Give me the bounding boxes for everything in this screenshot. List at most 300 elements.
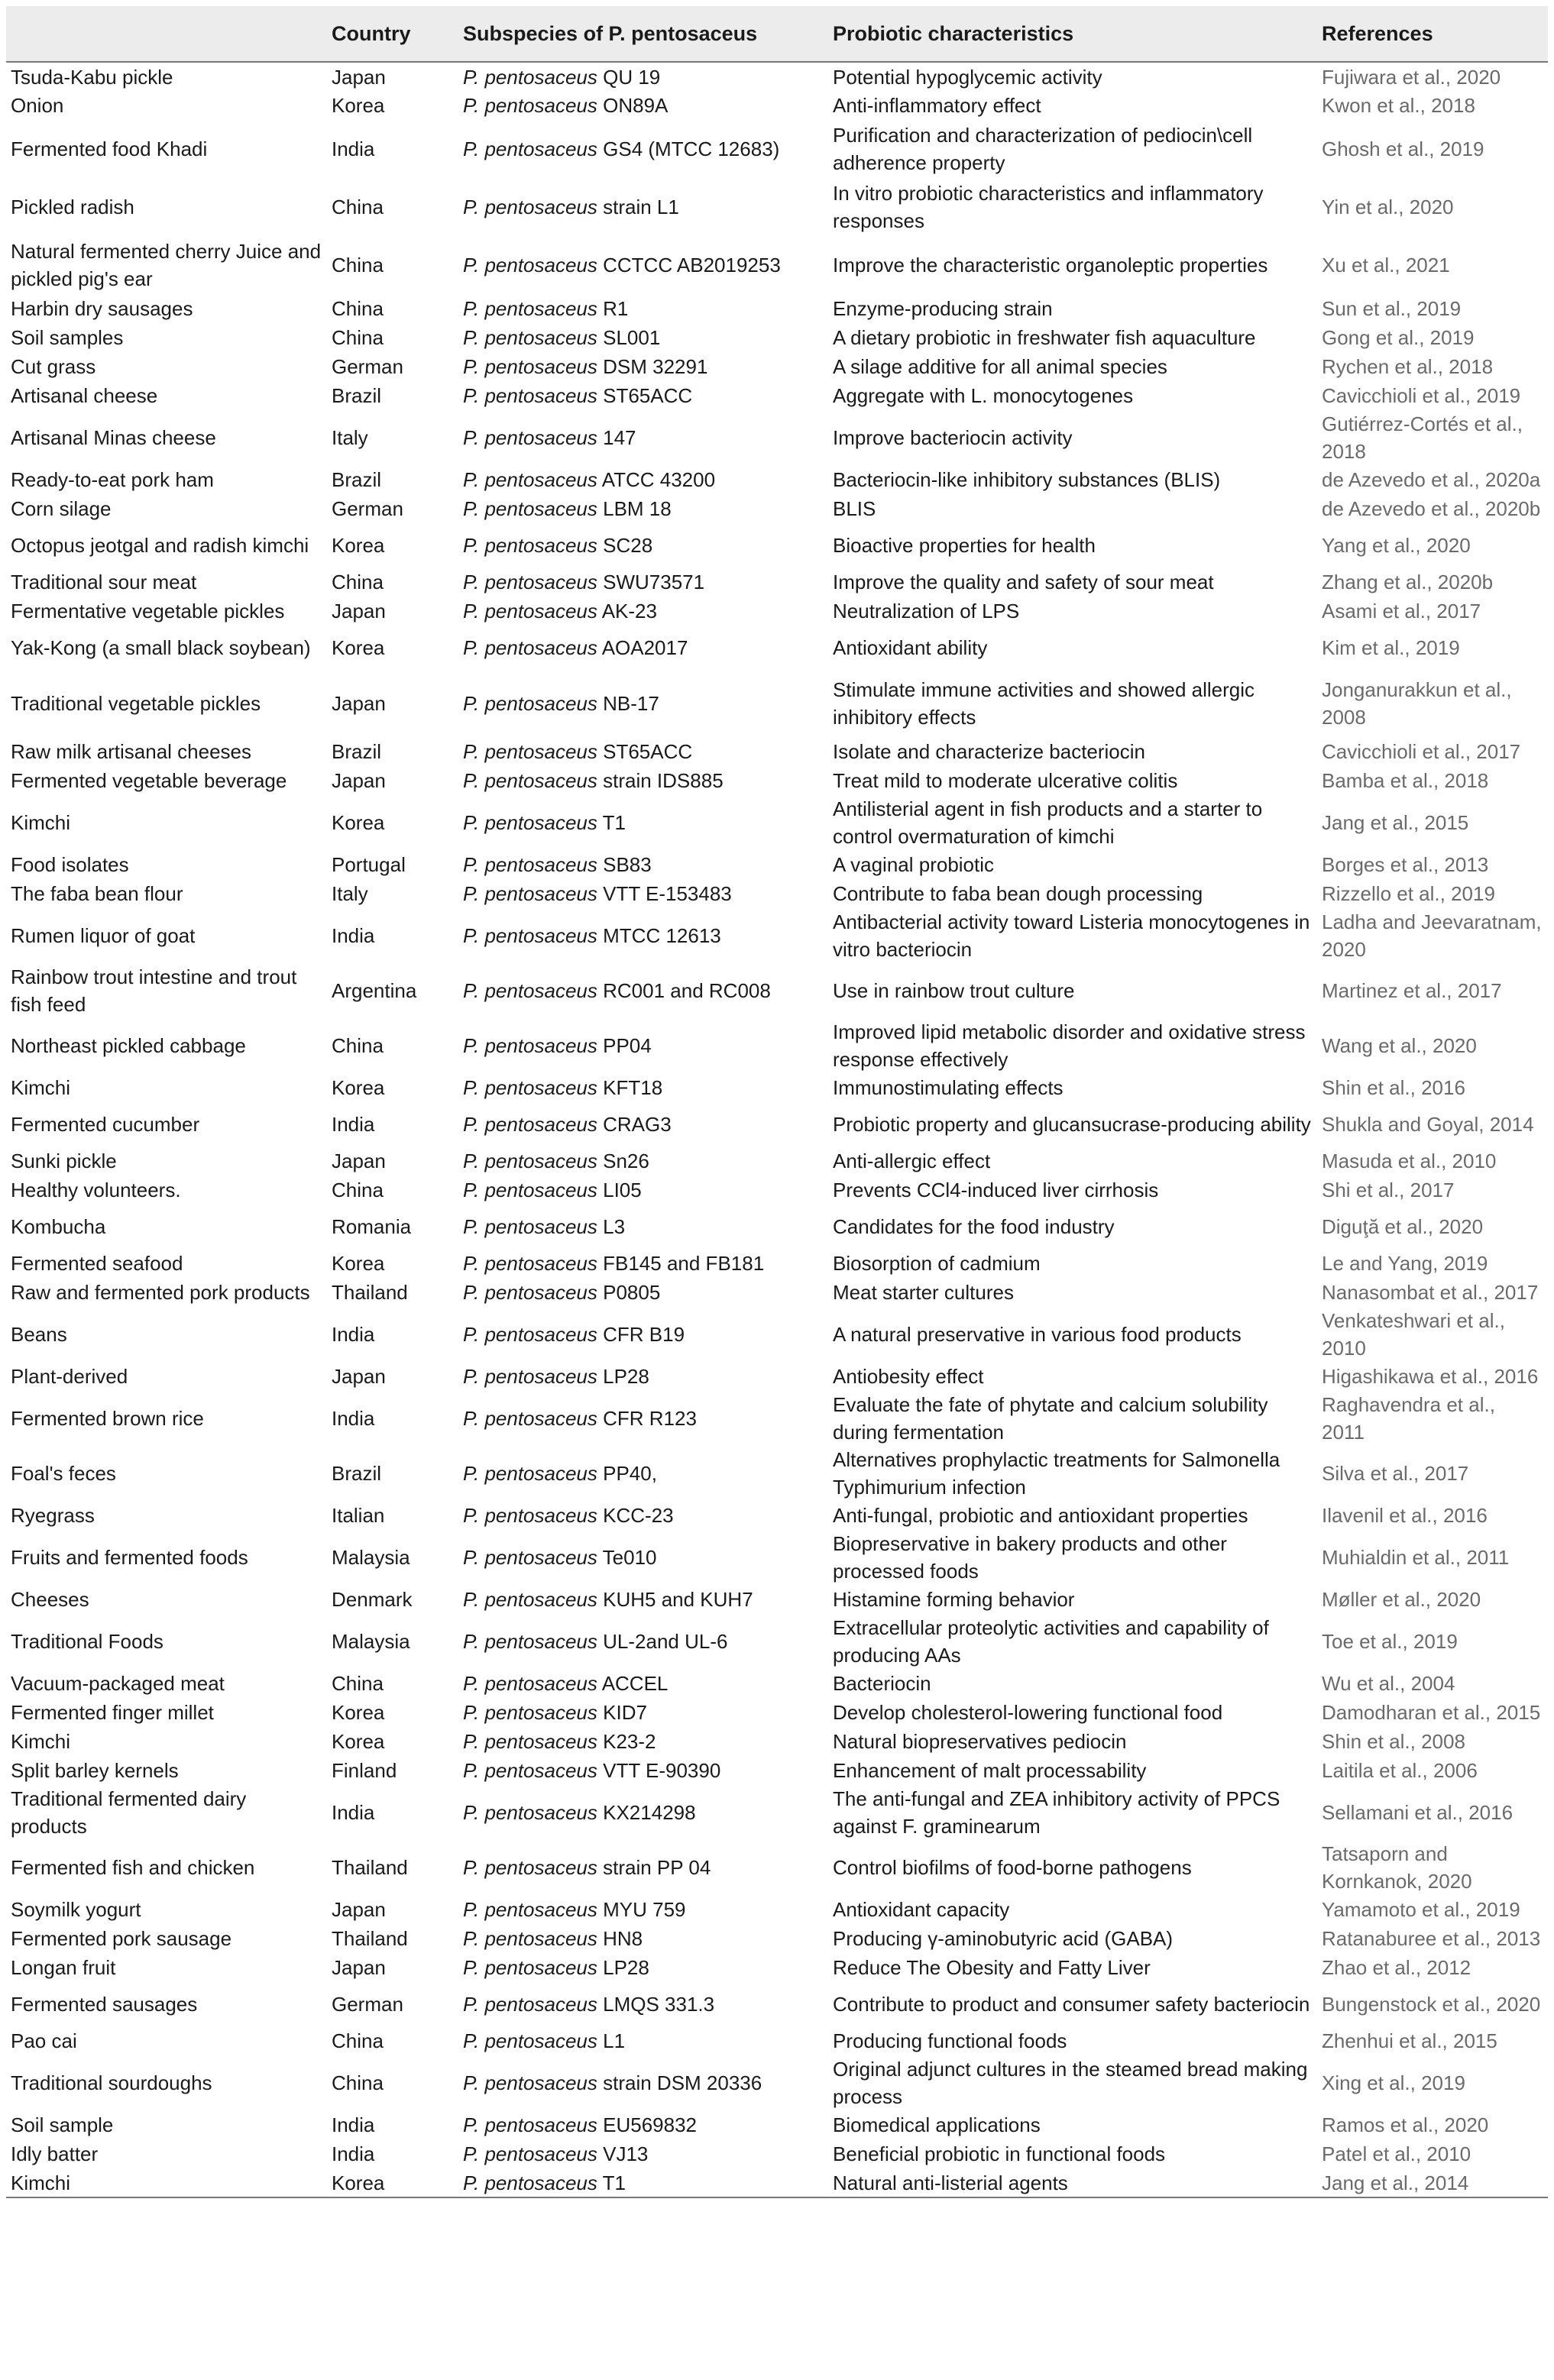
- cell-country: India: [332, 137, 375, 160]
- strain-id: LMQS 331.3: [603, 1993, 715, 2016]
- table-row: [6, 1446, 1548, 1501]
- strain-id: ST65ACC: [603, 740, 693, 763]
- table-row: [6, 1669, 1548, 1698]
- cell-characteristics: Evaluate the fate of phytate and calcium solubility during fermentation: [833, 1393, 1268, 1444]
- cell-source: Harbin dry sausages: [11, 297, 193, 320]
- cell-strain: [458, 626, 828, 670]
- table-row: [6, 1018, 1548, 1073]
- cell-source: Artisanal cheese: [11, 384, 158, 407]
- probiotic-strains-table: [6, 6, 1548, 2198]
- cell-characteristics: Stimulate immune activities and showed allergic inhibitory effects: [833, 678, 1255, 729]
- species-prefix: P. pentosaceus: [463, 196, 597, 218]
- cell-strain: [458, 1501, 828, 1530]
- cell-country: Italy: [332, 426, 368, 449]
- species-prefix: P. pentosaceus: [463, 1407, 597, 1430]
- cell-reference: Ramos et al., 2020: [1322, 2113, 1489, 2136]
- cell-characteristics: Bacteriocin-like inhibitory substances (BLIS): [833, 468, 1221, 491]
- table-row: [6, 1146, 1548, 1175]
- cell-characteristics: Bioactive properties for health: [833, 534, 1096, 557]
- cell-characteristics: Bacteriocin: [833, 1672, 931, 1695]
- cell-reference: Yin et al., 2020: [1322, 196, 1454, 218]
- cell-source: Fermented food Khadi: [11, 137, 208, 160]
- cell-country: Korea: [332, 1252, 385, 1275]
- strain-id: KUH5 and KUH7: [603, 1588, 753, 1611]
- strain-id: ON89A: [603, 94, 669, 117]
- cell-source: The faba bean flour: [11, 882, 183, 905]
- strain-id: PP40,: [603, 1462, 657, 1485]
- header-subspecies: Subspecies of P. pentosaceus: [458, 6, 828, 62]
- cell-reference: Diguţă et al., 2020: [1322, 1215, 1484, 1238]
- species-prefix: P. pentosaceus: [463, 1179, 597, 1201]
- table-row: [6, 1278, 1548, 1307]
- species-prefix: P. pentosaceus: [463, 1672, 597, 1695]
- cell-characteristics: Histamine forming behavior: [833, 1588, 1075, 1611]
- strain-id: VTT E-153483: [603, 882, 732, 905]
- cell-source: Idly batter: [11, 2142, 99, 2165]
- cell-reference: Ladha and Jeevaratnam, 2020: [1322, 910, 1542, 961]
- table-row: [6, 381, 1548, 410]
- table-row: [6, 737, 1548, 766]
- strain-id: KFT18: [603, 1076, 663, 1099]
- cell-source: Yak-Kong (a small black soybean): [11, 636, 311, 659]
- cell-reference: Shukla and Goyal, 2014: [1322, 1113, 1534, 1136]
- species-prefix: P. pentosaceus: [463, 384, 597, 407]
- cell-source: Kimchi: [11, 1730, 71, 1753]
- cell-reference: Rychen et al., 2018: [1322, 355, 1494, 378]
- cell-characteristics: Enhancement of malt processability: [833, 1759, 1147, 1782]
- cell-source: Food isolates: [11, 853, 129, 876]
- cell-characteristics: Contribute to faba bean dough processing: [833, 882, 1203, 905]
- cell-reference: Bamba et al., 2018: [1322, 769, 1489, 792]
- cell-country: Korea: [332, 534, 385, 557]
- cell-strain: [458, 568, 828, 597]
- table-row: [6, 1840, 1548, 1895]
- cell-country: German: [332, 1993, 403, 2016]
- table-row: [6, 1307, 1548, 1362]
- cell-strain: [458, 1982, 828, 2026]
- strain-id: CCTCC AB2019253: [603, 254, 781, 276]
- cell-characteristics: A natural preservative in various food products: [833, 1323, 1242, 1346]
- cell-strain: [458, 1669, 828, 1698]
- cell-country: Japan: [332, 769, 386, 792]
- strain-id: Sn26: [603, 1150, 649, 1172]
- species-prefix: P. pentosaceus: [463, 1252, 597, 1275]
- cell-source: Vacuum-packaged meat: [11, 1672, 225, 1695]
- cell-country: German: [332, 497, 403, 520]
- cell-characteristics: Treat mild to moderate ulcerative colitis: [833, 769, 1178, 792]
- cell-source: Foal's feces: [11, 1462, 116, 1485]
- cell-country: Brazil: [332, 384, 382, 407]
- cell-source: Traditional sourdoughs: [11, 2071, 212, 2094]
- cell-reference: Møller et al., 2020: [1322, 1588, 1481, 1611]
- strain-id: NB-17: [603, 692, 659, 715]
- table-row: [6, 1102, 1548, 1146]
- cell-reference: Sun et al., 2019: [1322, 297, 1462, 320]
- table-row: [6, 1391, 1548, 1446]
- cell-reference: Venkateshwari et al., 2010: [1322, 1309, 1505, 1360]
- cell-reference: Zhenhui et al., 2015: [1322, 2029, 1497, 2052]
- strain-id: CFR R123: [603, 1407, 697, 1430]
- table-row: [6, 1205, 1548, 1249]
- cell-reference: Rizzello et al., 2019: [1322, 882, 1495, 905]
- cell-strain: [458, 1018, 828, 1073]
- cell-reference: Shin et al., 2016: [1322, 1076, 1465, 1099]
- cell-source: Fermented seafood: [11, 1252, 183, 1275]
- cell-characteristics: Beneficial probiotic in functional foods: [833, 2142, 1166, 2165]
- cell-characteristics: Antibacterial activity toward Listeria monocytogenes in vitro bacteriocin: [833, 910, 1310, 961]
- cell-reference: Muhialdin et al., 2011: [1322, 1546, 1510, 1569]
- table-row: [6, 523, 1548, 568]
- strain-id: T1: [602, 811, 626, 834]
- cell-strain: [458, 879, 828, 908]
- cell-source: Onion: [11, 94, 64, 117]
- table-row: [6, 1756, 1548, 1785]
- strain-id: L3: [603, 1215, 626, 1238]
- strain-id: EU569832: [603, 2113, 698, 2136]
- cell-country: Malaysia: [332, 1546, 410, 1569]
- cell-country: India: [332, 1407, 375, 1430]
- species-prefix: P. pentosaceus: [463, 1701, 597, 1724]
- cell-country: Thailand: [332, 1927, 408, 1950]
- strain-id: ATCC 43200: [601, 468, 716, 491]
- cell-strain: [458, 1175, 828, 1205]
- species-prefix: P. pentosaceus: [463, 326, 597, 349]
- cell-reference: Xu et al., 2021: [1322, 254, 1450, 276]
- strain-id: K23-2: [603, 1730, 656, 1753]
- cell-source: Soymilk yogurt: [11, 1898, 141, 1921]
- cell-strain: [458, 670, 828, 737]
- strain-id: VJ13: [603, 2142, 649, 2165]
- cell-country: China: [332, 254, 384, 276]
- cell-country: India: [332, 1801, 375, 1824]
- strain-id: KCC-23: [603, 1504, 674, 1527]
- cell-characteristics: Antiobesity effect: [833, 1365, 984, 1388]
- table-row: [6, 2026, 1548, 2055]
- cell-reference: Wu et al., 2004: [1322, 1672, 1455, 1695]
- species-prefix: P. pentosaceus: [463, 571, 597, 593]
- cell-source: Fermented brown rice: [11, 1407, 204, 1430]
- strain-id: QU 19: [603, 65, 661, 89]
- cell-source: Beans: [11, 1323, 67, 1346]
- cell-country: Italy: [332, 882, 368, 905]
- cell-characteristics: Improve the characteristic organoleptic properties: [833, 254, 1268, 276]
- header-country: Country: [327, 6, 458, 62]
- cell-source: Rainbow trout intestine and trout fish feed: [11, 965, 297, 1016]
- table-row: [6, 1895, 1548, 1924]
- strain-id: L1: [603, 2029, 626, 2052]
- cell-reference: Higashikawa et al., 2016: [1322, 1365, 1539, 1388]
- table-row: [6, 178, 1548, 236]
- table-row: [6, 1698, 1548, 1727]
- strain-id: strain IDS885: [603, 769, 724, 792]
- cell-country: India: [332, 2142, 375, 2165]
- strain-id: MYU 759: [603, 1898, 686, 1921]
- cell-reference: Ghosh et al., 2019: [1322, 137, 1484, 160]
- cell-source: Raw milk artisanal cheeses: [11, 740, 252, 763]
- cell-country: China: [332, 2029, 384, 2052]
- cell-characteristics: The anti-fungal and ZEA inhibitory activity of PPCS against F. graminearum: [833, 1787, 1280, 1838]
- cell-country: Japan: [332, 65, 386, 89]
- cell-strain: [458, 323, 828, 352]
- strain-id: UL-2and UL-6: [603, 1630, 728, 1653]
- species-prefix: P. pentosaceus: [463, 740, 597, 763]
- cell-source: Plant-derived: [11, 1365, 128, 1388]
- cell-strain: [458, 1391, 828, 1446]
- cell-characteristics: Contribute to product and consumer safety bacteriocin: [833, 1993, 1310, 2016]
- cell-reference: Le and Yang, 2019: [1322, 1252, 1488, 1275]
- strain-id: LP28: [603, 1365, 649, 1388]
- table-row: [6, 879, 1548, 908]
- table-row: [6, 1175, 1548, 1205]
- species-prefix: P. pentosaceus: [463, 979, 597, 1002]
- cell-source: Kimchi: [11, 2171, 71, 2194]
- cell-strain: [458, 963, 828, 1018]
- cell-strain: [458, 1727, 828, 1756]
- cell-strain: [458, 1614, 828, 1669]
- cell-source: Sunki pickle: [11, 1150, 117, 1172]
- cell-country: Argentina: [332, 979, 417, 1002]
- cell-source: Raw and fermented pork products: [11, 1281, 310, 1304]
- cell-strain: [458, 178, 828, 236]
- cell-strain: [458, 1530, 828, 1585]
- strain-id: HN8: [603, 1927, 643, 1950]
- cell-characteristics: Control biofilms of food-borne pathogens: [833, 1856, 1192, 1879]
- cell-country: China: [332, 2071, 384, 2094]
- cell-country: Japan: [332, 1956, 386, 1979]
- cell-characteristics: Anti-fungal, probiotic and antioxidant properties: [833, 1504, 1248, 1527]
- cell-source: Octopus jeotgal and radish kimchi: [11, 534, 309, 557]
- cell-country: India: [332, 1323, 375, 1346]
- cell-source: Fermented vegetable beverage: [11, 769, 287, 792]
- species-prefix: P. pentosaceus: [463, 1504, 597, 1527]
- cell-source: Ready-to-eat pork ham: [11, 468, 214, 491]
- table-row: [6, 465, 1548, 494]
- cell-country: Brazil: [332, 740, 382, 763]
- table-row: [6, 1614, 1548, 1669]
- cell-reference: de Azevedo et al., 2020a: [1322, 468, 1541, 491]
- cell-source: Pao cai: [11, 2029, 77, 2052]
- cell-source: Kombucha: [11, 1215, 106, 1238]
- cell-reference: Tatsaporn and Kornkanok, 2020: [1322, 1842, 1472, 1893]
- strain-id: GS4 (MTCC 12683): [603, 137, 780, 160]
- cell-source: Soil samples: [11, 326, 124, 349]
- cell-characteristics: In vitro probiotic characteristics and inflammatory responses: [833, 182, 1264, 232]
- header-characteristics: Probiotic characteristics: [828, 6, 1317, 62]
- species-prefix: P. pentosaceus: [463, 254, 597, 276]
- cell-country: Korea: [332, 2171, 385, 2194]
- table-row: [6, 1362, 1548, 1391]
- cell-reference: Raghavendra et al., 2011: [1322, 1393, 1495, 1444]
- cell-characteristics: Purification and characterization of pediocin\cell adherence property: [833, 124, 1253, 174]
- cell-reference: Zhao et al., 2012: [1322, 1956, 1471, 1979]
- cell-source: Ryegrass: [11, 1504, 95, 1527]
- species-prefix: P. pentosaceus: [463, 65, 597, 89]
- species-prefix: P. pentosaceus: [463, 2113, 597, 2136]
- cell-country: Korea: [332, 1730, 385, 1753]
- cell-characteristics: Enzyme-producing strain: [833, 297, 1053, 320]
- table-row: [6, 795, 1548, 850]
- cell-characteristics: Use in rainbow trout culture: [833, 979, 1075, 1002]
- strain-id: AK-23: [601, 600, 657, 622]
- cell-strain: [458, 2055, 828, 2110]
- cell-reference: Shin et al., 2008: [1322, 1730, 1465, 1753]
- cell-reference: Shi et al., 2017: [1322, 1179, 1455, 1201]
- cell-reference: Silva et al., 2017: [1322, 1462, 1469, 1485]
- cell-characteristics: Isolate and characterize bacteriocin: [833, 740, 1146, 763]
- cell-reference: Masuda et al., 2010: [1322, 1150, 1497, 1172]
- cell-characteristics: Alternatives prophylactic treatments for Salmonella Typhimurium infection: [833, 1448, 1280, 1499]
- cell-source: Cut grass: [11, 355, 96, 378]
- table-row: [6, 323, 1548, 352]
- species-prefix: P. pentosaceus: [463, 1630, 597, 1653]
- strain-id: ACCEL: [601, 1672, 669, 1695]
- strain-id: strain DSM 20336: [603, 2071, 762, 2094]
- table-row: [6, 91, 1548, 120]
- cell-source: Kimchi: [11, 811, 71, 834]
- cell-reference: Yamamoto et al., 2019: [1322, 1898, 1520, 1921]
- cell-strain: [458, 1585, 828, 1614]
- species-prefix: P. pentosaceus: [463, 1150, 597, 1172]
- cell-country: China: [332, 1034, 384, 1057]
- cell-strain: [458, 91, 828, 120]
- cell-strain: [458, 1146, 828, 1175]
- cell-country: Brazil: [332, 1462, 382, 1485]
- species-prefix: P. pentosaceus: [463, 600, 597, 622]
- species-prefix: P. pentosaceus: [463, 1730, 597, 1753]
- table-row: [6, 626, 1548, 670]
- cell-country: Korea: [332, 94, 385, 117]
- table-row: [6, 2168, 1548, 2197]
- species-prefix: P. pentosaceus: [463, 692, 597, 715]
- cell-characteristics: Prevents CCl4-induced liver cirrhosis: [833, 1179, 1159, 1201]
- cell-strain: [458, 1698, 828, 1727]
- cell-reference: Fujiwara et al., 2020: [1322, 65, 1501, 89]
- species-prefix: P. pentosaceus: [463, 137, 597, 160]
- cell-country: Italian: [332, 1504, 385, 1527]
- table-row: [6, 2139, 1548, 2168]
- cell-reference: de Azevedo et al., 2020b: [1322, 497, 1541, 520]
- table-row: [6, 236, 1548, 294]
- cell-country: India: [332, 2113, 375, 2136]
- cell-strain: [458, 294, 828, 323]
- cell-strain: [458, 410, 828, 465]
- cell-reference: Jang et al., 2014: [1322, 2171, 1469, 2194]
- table-row: [6, 850, 1548, 879]
- cell-characteristics: Potential hypoglycemic activity: [833, 65, 1102, 89]
- cell-strain: [458, 352, 828, 381]
- strain-id: MTCC 12613: [603, 924, 721, 947]
- strain-id: SC28: [603, 534, 653, 557]
- species-prefix: P. pentosaceus: [463, 426, 597, 449]
- cell-reference: Sellamani et al., 2016: [1322, 1801, 1514, 1824]
- cell-reference: Patel et al., 2010: [1322, 2142, 1471, 2165]
- cell-reference: Damodharan et al., 2015: [1322, 1701, 1541, 1724]
- cell-strain: [458, 1924, 828, 1953]
- cell-country: Japan: [332, 1898, 386, 1921]
- cell-country: China: [332, 196, 384, 218]
- cell-source: Fruits and fermented foods: [11, 1546, 248, 1569]
- species-prefix: P. pentosaceus: [463, 2029, 597, 2052]
- cell-characteristics: Producing γ-aminobutyric acid (GABA): [833, 1927, 1174, 1950]
- cell-characteristics: Biosorption of cadmium: [833, 1252, 1041, 1275]
- cell-characteristics: Anti-inflammatory effect: [833, 94, 1041, 117]
- cell-strain: [458, 1785, 828, 1840]
- cell-characteristics: Improved lipid metabolic disorder and oxidative stress response effectively: [833, 1020, 1306, 1071]
- cell-country: Thailand: [332, 1281, 408, 1304]
- species-prefix: P. pentosaceus: [463, 924, 597, 947]
- table-row: [6, 2110, 1548, 2139]
- cell-characteristics: Improve the quality and safety of sour meat: [833, 571, 1214, 593]
- cell-source: Split barley kernels: [11, 1759, 179, 1782]
- cell-reference: Borges et al., 2013: [1322, 853, 1489, 876]
- table-row: [6, 62, 1548, 91]
- cell-strain: [458, 2110, 828, 2139]
- cell-country: Japan: [332, 1150, 386, 1172]
- cell-strain: [458, 1205, 828, 1249]
- cell-strain: [458, 1840, 828, 1895]
- cell-characteristics: BLIS: [833, 497, 876, 520]
- strain-id: SL001: [603, 326, 661, 349]
- species-prefix: P. pentosaceus: [463, 297, 597, 320]
- cell-characteristics: Develop cholesterol-lowering functional food: [833, 1701, 1223, 1724]
- species-prefix: P. pentosaceus: [463, 1323, 597, 1346]
- header-source: [6, 6, 327, 62]
- cell-characteristics: Anti-allergic effect: [833, 1150, 991, 1172]
- cell-country: China: [332, 326, 384, 349]
- cell-characteristics: Biopreservative in bakery products and other processed foods: [833, 1532, 1227, 1583]
- cell-reference: Jonganurakkun et al., 2008: [1322, 678, 1512, 729]
- species-prefix: P. pentosaceus: [463, 1281, 597, 1304]
- table-row: [6, 1249, 1548, 1278]
- species-prefix: P. pentosaceus: [463, 497, 597, 520]
- strain-id: LI05: [603, 1179, 642, 1201]
- strain-id: P0805: [603, 1281, 661, 1304]
- species-prefix: P. pentosaceus: [463, 636, 597, 659]
- cell-characteristics: Original adjunct cultures in the steamed bread making process: [833, 2058, 1308, 2108]
- species-prefix: P. pentosaceus: [463, 2071, 597, 2094]
- cell-characteristics: Natural anti-listerial agents: [833, 2171, 1068, 2194]
- header-row: [6, 6, 1548, 62]
- cell-country: China: [332, 297, 384, 320]
- cell-characteristics: Meat starter cultures: [833, 1281, 1014, 1304]
- species-prefix: P. pentosaceus: [463, 811, 597, 834]
- cell-country: China: [332, 1672, 384, 1695]
- species-prefix: P. pentosaceus: [463, 1076, 597, 1099]
- cell-reference: Yang et al., 2020: [1322, 534, 1471, 557]
- species-prefix: P. pentosaceus: [463, 882, 597, 905]
- cell-reference: Toe et al., 2019: [1322, 1630, 1458, 1653]
- cell-strain: [458, 1278, 828, 1307]
- header-references: References: [1317, 6, 1548, 62]
- cell-source: Pickled radish: [11, 196, 134, 218]
- table-row: [6, 494, 1548, 523]
- cell-characteristics: Improve bacteriocin activity: [833, 426, 1073, 449]
- cell-country: Finland: [332, 1759, 397, 1782]
- strain-id: strain L1: [603, 196, 679, 218]
- strain-id: PP04: [603, 1034, 652, 1057]
- table-row: [6, 766, 1548, 795]
- cell-country: Korea: [332, 1701, 385, 1724]
- table-row: [6, 410, 1548, 465]
- cell-characteristics: A vaginal probiotic: [833, 853, 995, 876]
- species-prefix: P. pentosaceus: [463, 534, 597, 557]
- cell-source: Fermented finger millet: [11, 1701, 214, 1724]
- cell-strain: [458, 236, 828, 294]
- strain-id: Te010: [602, 1546, 657, 1569]
- table-header: [6, 6, 1548, 62]
- cell-country: Japan: [332, 600, 386, 622]
- cell-country: Malaysia: [332, 1630, 410, 1653]
